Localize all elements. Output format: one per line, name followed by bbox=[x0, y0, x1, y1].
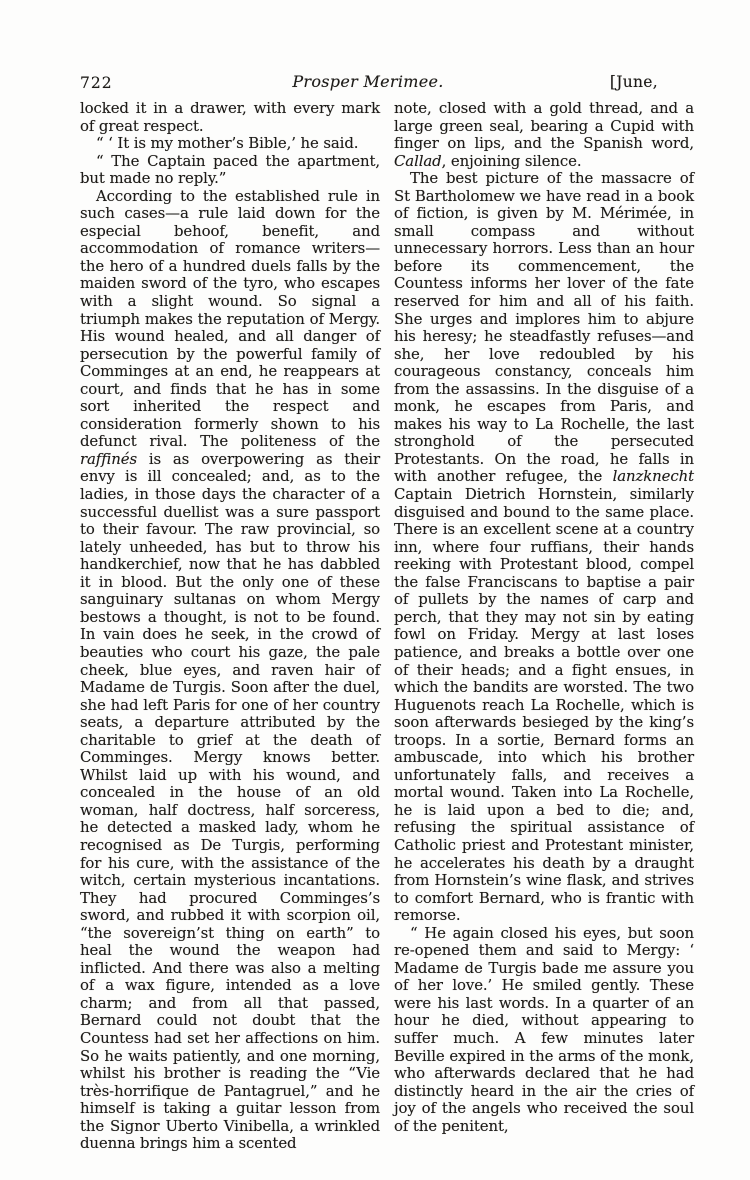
text-segment: The best picture of the massacre of St Bartholomew we have read in a book of fiction, is given by M. Mérimée, in small compass and without unnecessary horrors. Less than an hour before its commencement, the Countess informs her lover of the fate reserved for him and all of his faith. She urges and implores him to abjure his heresy; he steadfastly refuses—and she, her love redoubled by his courageous constancy, conceals him from the assassins. In the disguise of a monk, he escapes from Paris, and makes his way to La Rochelle, the last stronghold of the persecuted Protestants. On the road, he falls in with another refugee, the bbox=[394, 169, 694, 486]
text-segment: “ The Captain paced the apartment, but made no reply.” bbox=[80, 151, 380, 188]
italic-term: raffinés bbox=[80, 449, 138, 468]
text-segment: note, closed with a gold thread, and a large green seal, bearing a Cupid with finger on lips, and the Spanish word, bbox=[394, 99, 694, 153]
page-header bbox=[80, 72, 696, 96]
paragraph bbox=[80, 153, 380, 188]
text-segment: “ ‘ It is my mother’s Bible,’ he said. bbox=[96, 134, 359, 153]
right-column bbox=[394, 100, 694, 1153]
text-columns bbox=[80, 100, 696, 1153]
text-segment: Captain Dietrich Hornstein, similarly disguised and bound to the same place. There is an excellent scene at a country inn, where four ruffians, their hands reeking with Protestant blood, compel the false Franciscans to baptise a pair of pullets by the names of carp and perch, that they may not sin by eating fowl on Friday. Mergy at last loses patience, and breaks a bottle over one of their heads; and a fight ensues, in which the bandits are worsted. The two Huguenots reach La Rochelle, which is soon afterwards besieged by the king’s troops. In a sortie, Bernard forms an ambuscade, into which his brother unfortunately falls, and receives a mortal wound. Taken into La Rochelle, he is laid upon a bed to die; and, refusing the spiritual assistance of Catholic priest and Protestant minister, he accelerates his death by a draught from Hornstein’s wine flask, and strives to comfort Bernard, who is frantic with remorse. bbox=[394, 485, 694, 925]
text-segment: is as overpowering as their envy is ill concealed; and, as to the ladies, in those days the character of a successful duellist was a sure passport to their favour. The raw provincial, so lately unheeded, has but to throw his handkerchief, now that he has dabbled it in blood. But the only one of these sanguinary sultanas on whom Mergy bestows a thought, is not to be found. In vain does he seek, in the crowd of beauties who court his gaze, the pale cheek, blue eyes, and raven hair of Madame de Turgis. Soon after the duel, she had left Paris for one of her country seats, a departure attributed by the charitable to grief at the death of Comminges. Mergy knows better. Whilst laid up with his wound, and concealed in the house of an old woman, half doctress, half sorceress, he detected a masked lady, whom he recognised as De Turgis, performing for his cure, with the assistance of the witch, certain mysterious incantations. They had procured Comminges’s sword, and rubbed it with scorpion oil, “the sovereign’st thing on earth” to heal the wound the weapon had inflicted. And there was also a melting of a wax figure, intended as a love charm; and from all that passed, Bernard could not doubt that the Countess had set her affections on him. So he waits patiently, and one morning, whilst his brother is reading the “Vie très-horrifique de Pantagruel,” and he himself is taking a guitar lesson from the Signor Uberto Vinibella, a wrinkled duenna brings him a scented bbox=[80, 449, 380, 1153]
running-title: Prosper Merimee. bbox=[292, 72, 444, 91]
paragraph bbox=[394, 100, 694, 170]
paragraph bbox=[394, 170, 694, 925]
issue-date: [June, bbox=[609, 73, 658, 91]
italic-term: Callad bbox=[394, 151, 442, 170]
italic-term: lanzknecht bbox=[612, 467, 694, 486]
paragraph bbox=[80, 100, 380, 135]
text-segment: “ He again closed his eyes, but soon re-opened them and said to Mergy: ‘ Madame de Turgis bade me assure you of her love.’ He smiled gently. These were his last words. In a quarter of an hour he died, without appearing to suffer much. A few minutes later Beville expired in the arms of the monk, who afterwards declared that he had distinctly heard in the air the cries of joy of the angels who received the soul of the penitent, bbox=[394, 923, 694, 1135]
paragraph bbox=[394, 925, 694, 1136]
left-column bbox=[80, 100, 380, 1153]
page-number: 722 bbox=[80, 74, 113, 92]
text-segment: locked it in a drawer, with every mark of great respect. bbox=[80, 99, 380, 135]
text-segment: According to the established rule in such cases—a rule laid down for the especial behoof, benefit, and accommodation of romance writers—the hero of a hundred duels falls by the maiden sword of the tyro, who escapes with a slight wound. So signal a triumph makes the reputation of Mergy. His wound healed, and all danger of persecution by the powerful family of Comminges at an end, he reappears at court, and finds that he has in some sort inherited the respect and consideration formerly shown to his defunct rival. The politeness of the bbox=[80, 186, 380, 451]
paragraph bbox=[80, 188, 380, 1153]
text-segment: , enjoining silence. bbox=[441, 151, 582, 170]
paragraph bbox=[80, 135, 380, 153]
